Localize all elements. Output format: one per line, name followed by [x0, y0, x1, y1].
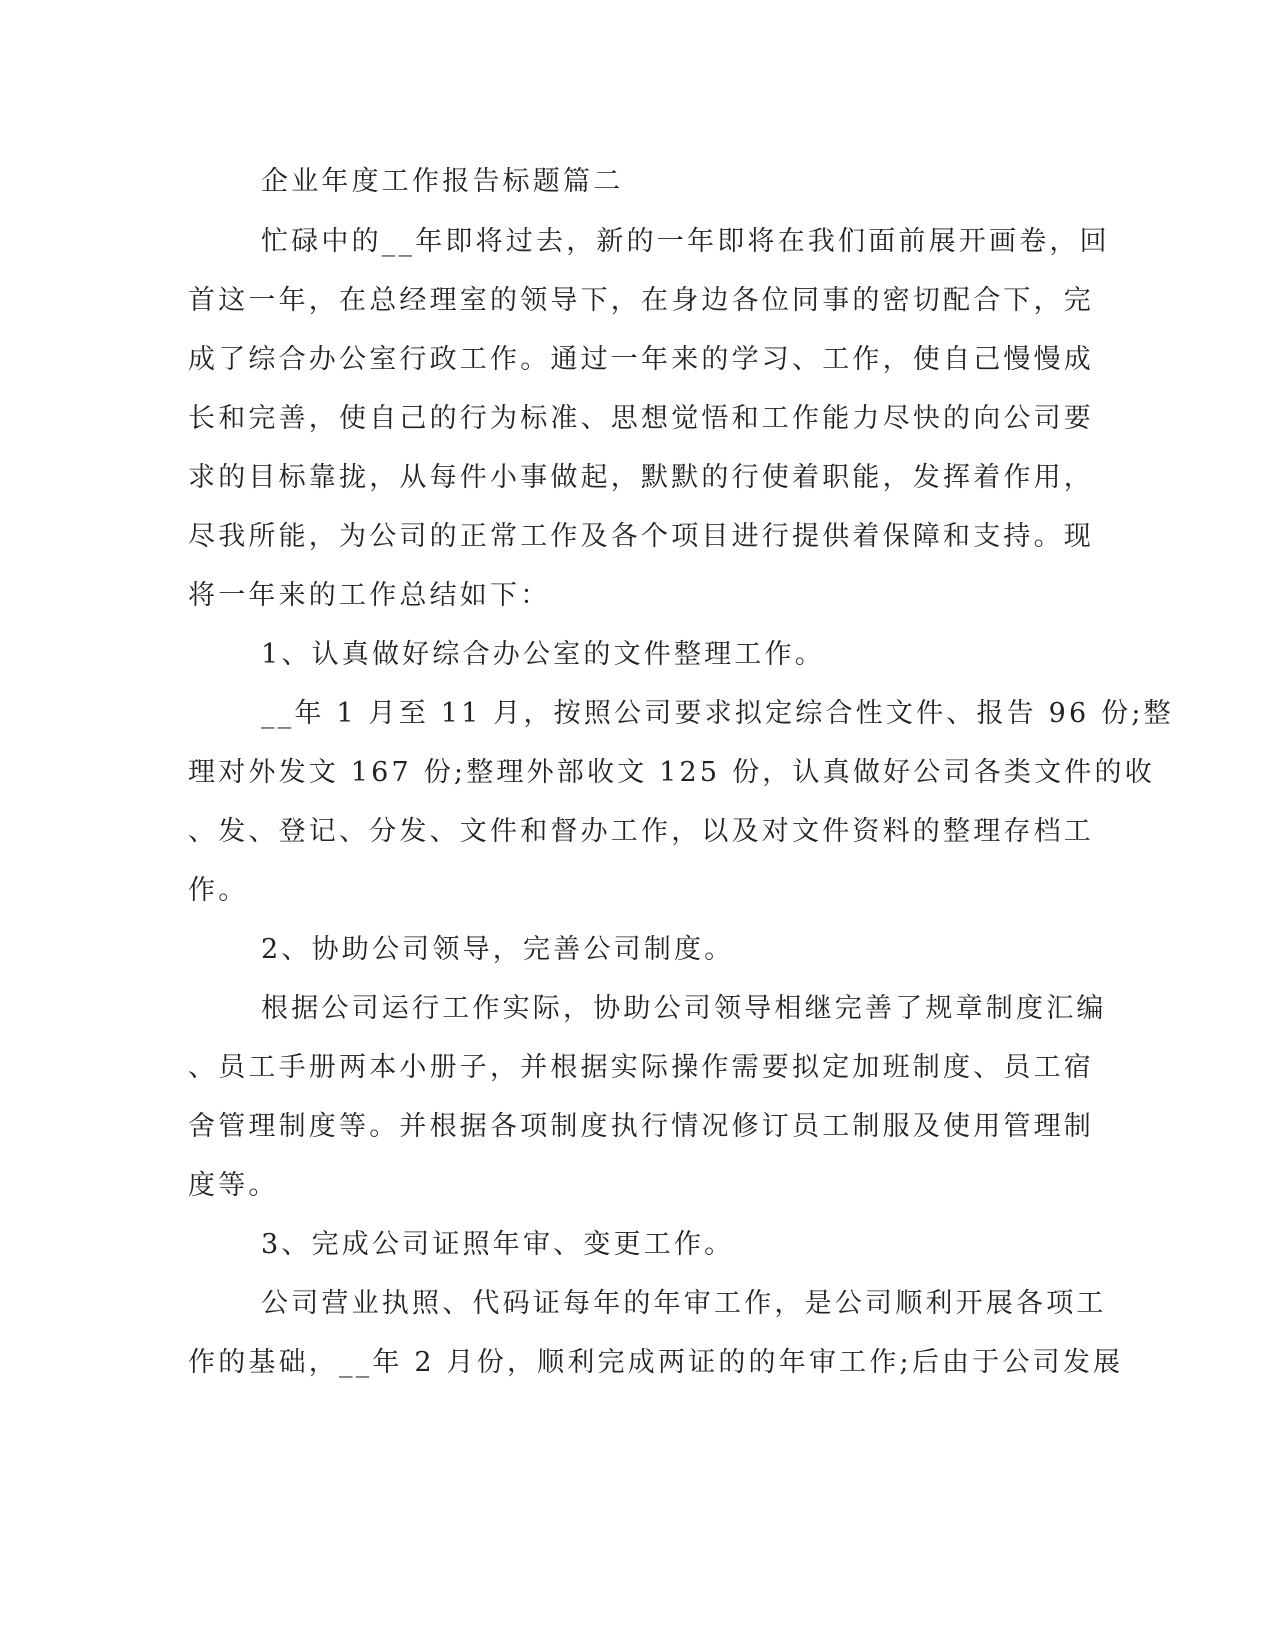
section-heading: 2、协助公司领导，完善公司制度。 [261, 934, 735, 965]
paragraph-line: 、员工手册两本小册子，并根据实际操作需要拟定加班制度、员工宿 [188, 1052, 1094, 1083]
paragraph-line: 公司营业执照、代码证每年的年审工作，是公司顺利开展各项工 [261, 1288, 1107, 1319]
paragraph-line: 首这一年，在总经理室的领导下，在身边各位同事的密切配合下，完 [188, 285, 1094, 316]
paragraph-line: 根据公司运行工作实际，协助公司领导相继完善了规章制度汇编 [261, 993, 1107, 1024]
paragraph-line: 、发、登记、分发、文件和督办工作，以及对文件资料的整理存档工 [188, 816, 1094, 847]
paragraph-line: 将一年来的工作总结如下： [188, 580, 551, 611]
paragraph-line: 忙碌中的__年即将过去，新的一年即将在我们面前展开画卷，回 [261, 226, 1110, 257]
paragraph-line: 理对外发文 167 份;整理外部收文 125 份，认真做好公司各类文件的收 [188, 757, 1155, 788]
section-heading: 1、认真做好综合办公室的文件整理工作。 [261, 639, 825, 670]
document-title: 企业年度工作报告标题篇二 [261, 166, 624, 197]
section-heading: 3、完成公司证照年审、变更工作。 [261, 1229, 735, 1260]
paragraph-line: 成了综合办公室行政工作。通过一年来的学习、工作，使自己慢慢成 [188, 344, 1094, 375]
paragraph-line: 尽我所能，为公司的正常工作及各个项目进行提供着保障和支持。现 [188, 521, 1094, 552]
paragraph-line: 长和完善，使自己的行为标准、思想觉悟和工作能力尽快的向公司要 [188, 403, 1094, 434]
paragraph-line: 度等。 [188, 1170, 279, 1201]
paragraph-line: 作。 [188, 875, 249, 906]
paragraph-line: 作的基础，__年 2 月份，顺利完成两证的的年审工作;后由于公司发展 [188, 1347, 1124, 1378]
paragraph-line: __年 1 月至 11 月，按照公司要求拟定综合性文件、报告 96 份;整 [261, 698, 1174, 729]
paragraph-line: 舍管理制度等。并根据各项制度执行情况修订员工制服及使用管理制 [188, 1111, 1094, 1142]
paragraph-line: 求的目标靠拢，从每件小事做起，默默的行使着职能，发挥着作用， [188, 462, 1094, 493]
